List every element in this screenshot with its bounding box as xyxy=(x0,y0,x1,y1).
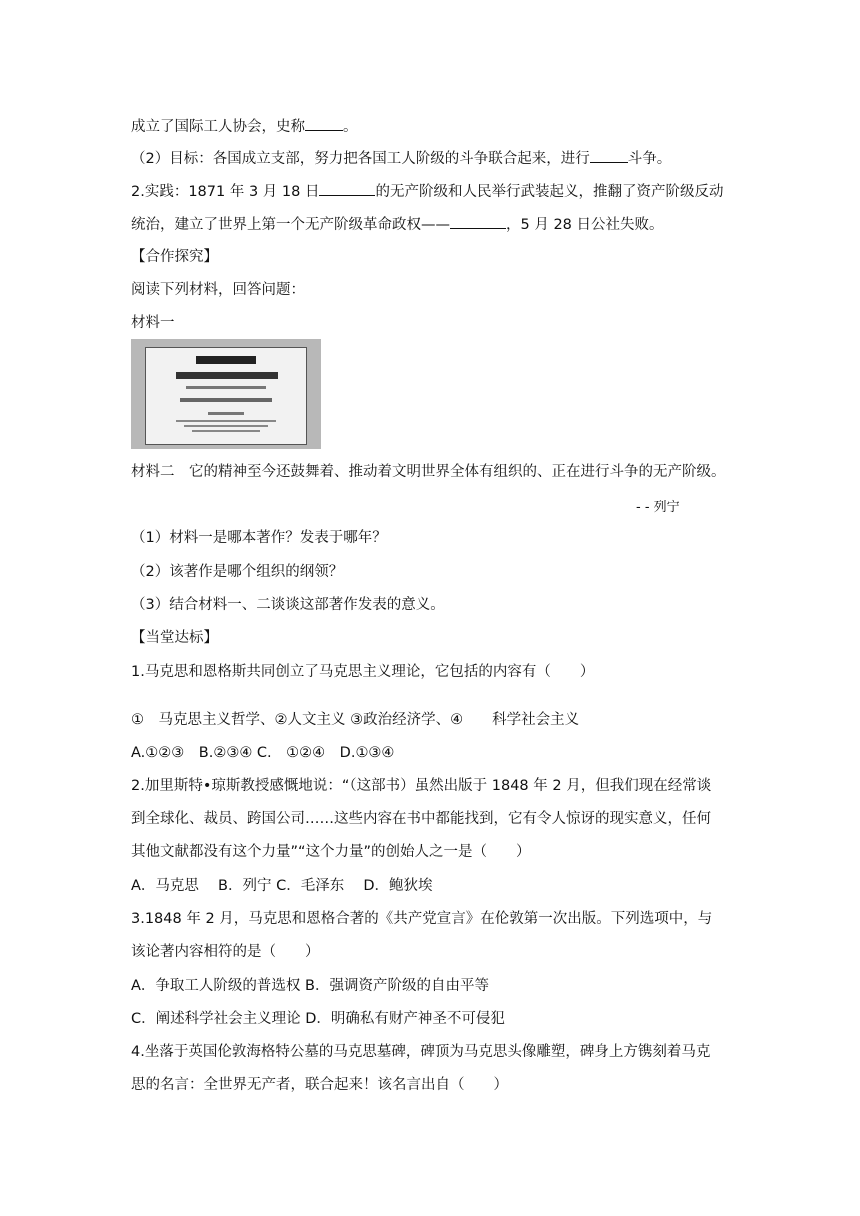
text: 2.实践：1871 年 3 月 18 日 xyxy=(131,184,320,200)
material-1-label: 材料一 xyxy=(131,315,175,331)
question-3: （3）结合材料一、二谈谈这部著作发表的意义。 xyxy=(131,597,445,613)
fill-blank[interactable] xyxy=(319,181,375,196)
section-heading-cooperation: 【合作探究】 xyxy=(131,249,218,265)
mcq-3-stem-line-1: 3.1848 年 2 月，马克思和恩格合著的《共产党宣言》在伦敦第一次出版。下列选项中，与 xyxy=(131,911,713,927)
text-line-3 xyxy=(131,181,723,202)
read-prompt: 阅读下列材料，回答问题： xyxy=(131,282,305,298)
text-line-4 xyxy=(131,214,664,235)
text-line-1 xyxy=(131,116,358,137)
text: （2）目标：各国成立支部，努力把各国工人阶级的斗争联合起来，进行 xyxy=(131,151,590,167)
mcq-3-stem-line-2: 该论著内容相符的是（ ） xyxy=(131,944,320,960)
mcq-2-stem-line-2: 到全球化、裁员、跨国公司……这些内容在书中都能找到，它有令人惊讶的现实意义，任何 xyxy=(131,811,711,827)
section-heading-target: 【当堂达标】 xyxy=(131,630,218,646)
mcq-3-options-cd: C．阐述科学社会主义理论 D．明确私有财产神圣不可侵犯 xyxy=(131,1011,505,1027)
text: 统治，建立了世界上第一个无产阶级革命政权—— xyxy=(131,217,450,233)
mcq-1-items: ① 马克思主义哲学、②人文主义 ③政治经济学、④ 科学社会主义 xyxy=(131,712,580,728)
fill-blank[interactable] xyxy=(450,214,506,229)
material-2-text: 材料二 它的精神至今还鼓舞着、推动着文明世界全体有组织的、正在进行斗争的无产阶级。 xyxy=(131,464,726,480)
mcq-1-stem: 1.马克思和恩格斯共同创立了马克思主义理论，它包括的内容有（ ） xyxy=(131,664,595,680)
mcq-3-options-ab: A．争取工人阶级的普选权 B．强调资产阶级的自由平等 xyxy=(131,978,489,994)
mcq-2-stem-line-1: 2.加里斯特•琼斯教授感慨地说：“（这部书）虽然出版于 1848 年 2 月，但我们现在经常谈 xyxy=(131,778,712,794)
text: 斗争。 xyxy=(627,151,672,167)
mcq-1-options: A.①②③ B.②③④ C. ①②④ D.①③④ xyxy=(131,745,395,761)
quote-signature: - - 列宁 xyxy=(636,500,680,515)
question-1: （1）材料一是哪本著作？发表于哪年？ xyxy=(131,530,387,546)
manifesto-cover-image xyxy=(131,339,321,449)
question-2: （2）该著作是哪个组织的纲领？ xyxy=(131,564,344,580)
text: 。 xyxy=(343,119,358,135)
mcq-2-stem-line-3: 其他文献都没有这个力量”“这个力量”的创始人之一是（ ） xyxy=(131,844,531,860)
text: 成立了国际工人协会，史称 xyxy=(131,119,305,135)
mcq-2-options: A．马克思 B．列宁 C．毛泽东 D．鲍狄埃 xyxy=(131,878,433,894)
text-line-2 xyxy=(131,148,671,169)
text: ，5 月 28 日公社失败。 xyxy=(506,217,664,233)
mcq-4-stem-line-1: 4.坐落于英国伦敦海格特公墓的马克思墓碑，碑顶为马克思头像雕塑，碑身上方镌刻着马克 xyxy=(131,1044,711,1060)
fill-blank[interactable] xyxy=(590,148,628,163)
mcq-4-stem-line-2: 思的名言：全世界无产者，联合起来！该名言出自（ ） xyxy=(131,1077,508,1093)
fill-blank[interactable] xyxy=(305,116,343,131)
text: 的无产阶级和人民举行武装起义，推翻了资产阶级反动 xyxy=(375,184,724,200)
